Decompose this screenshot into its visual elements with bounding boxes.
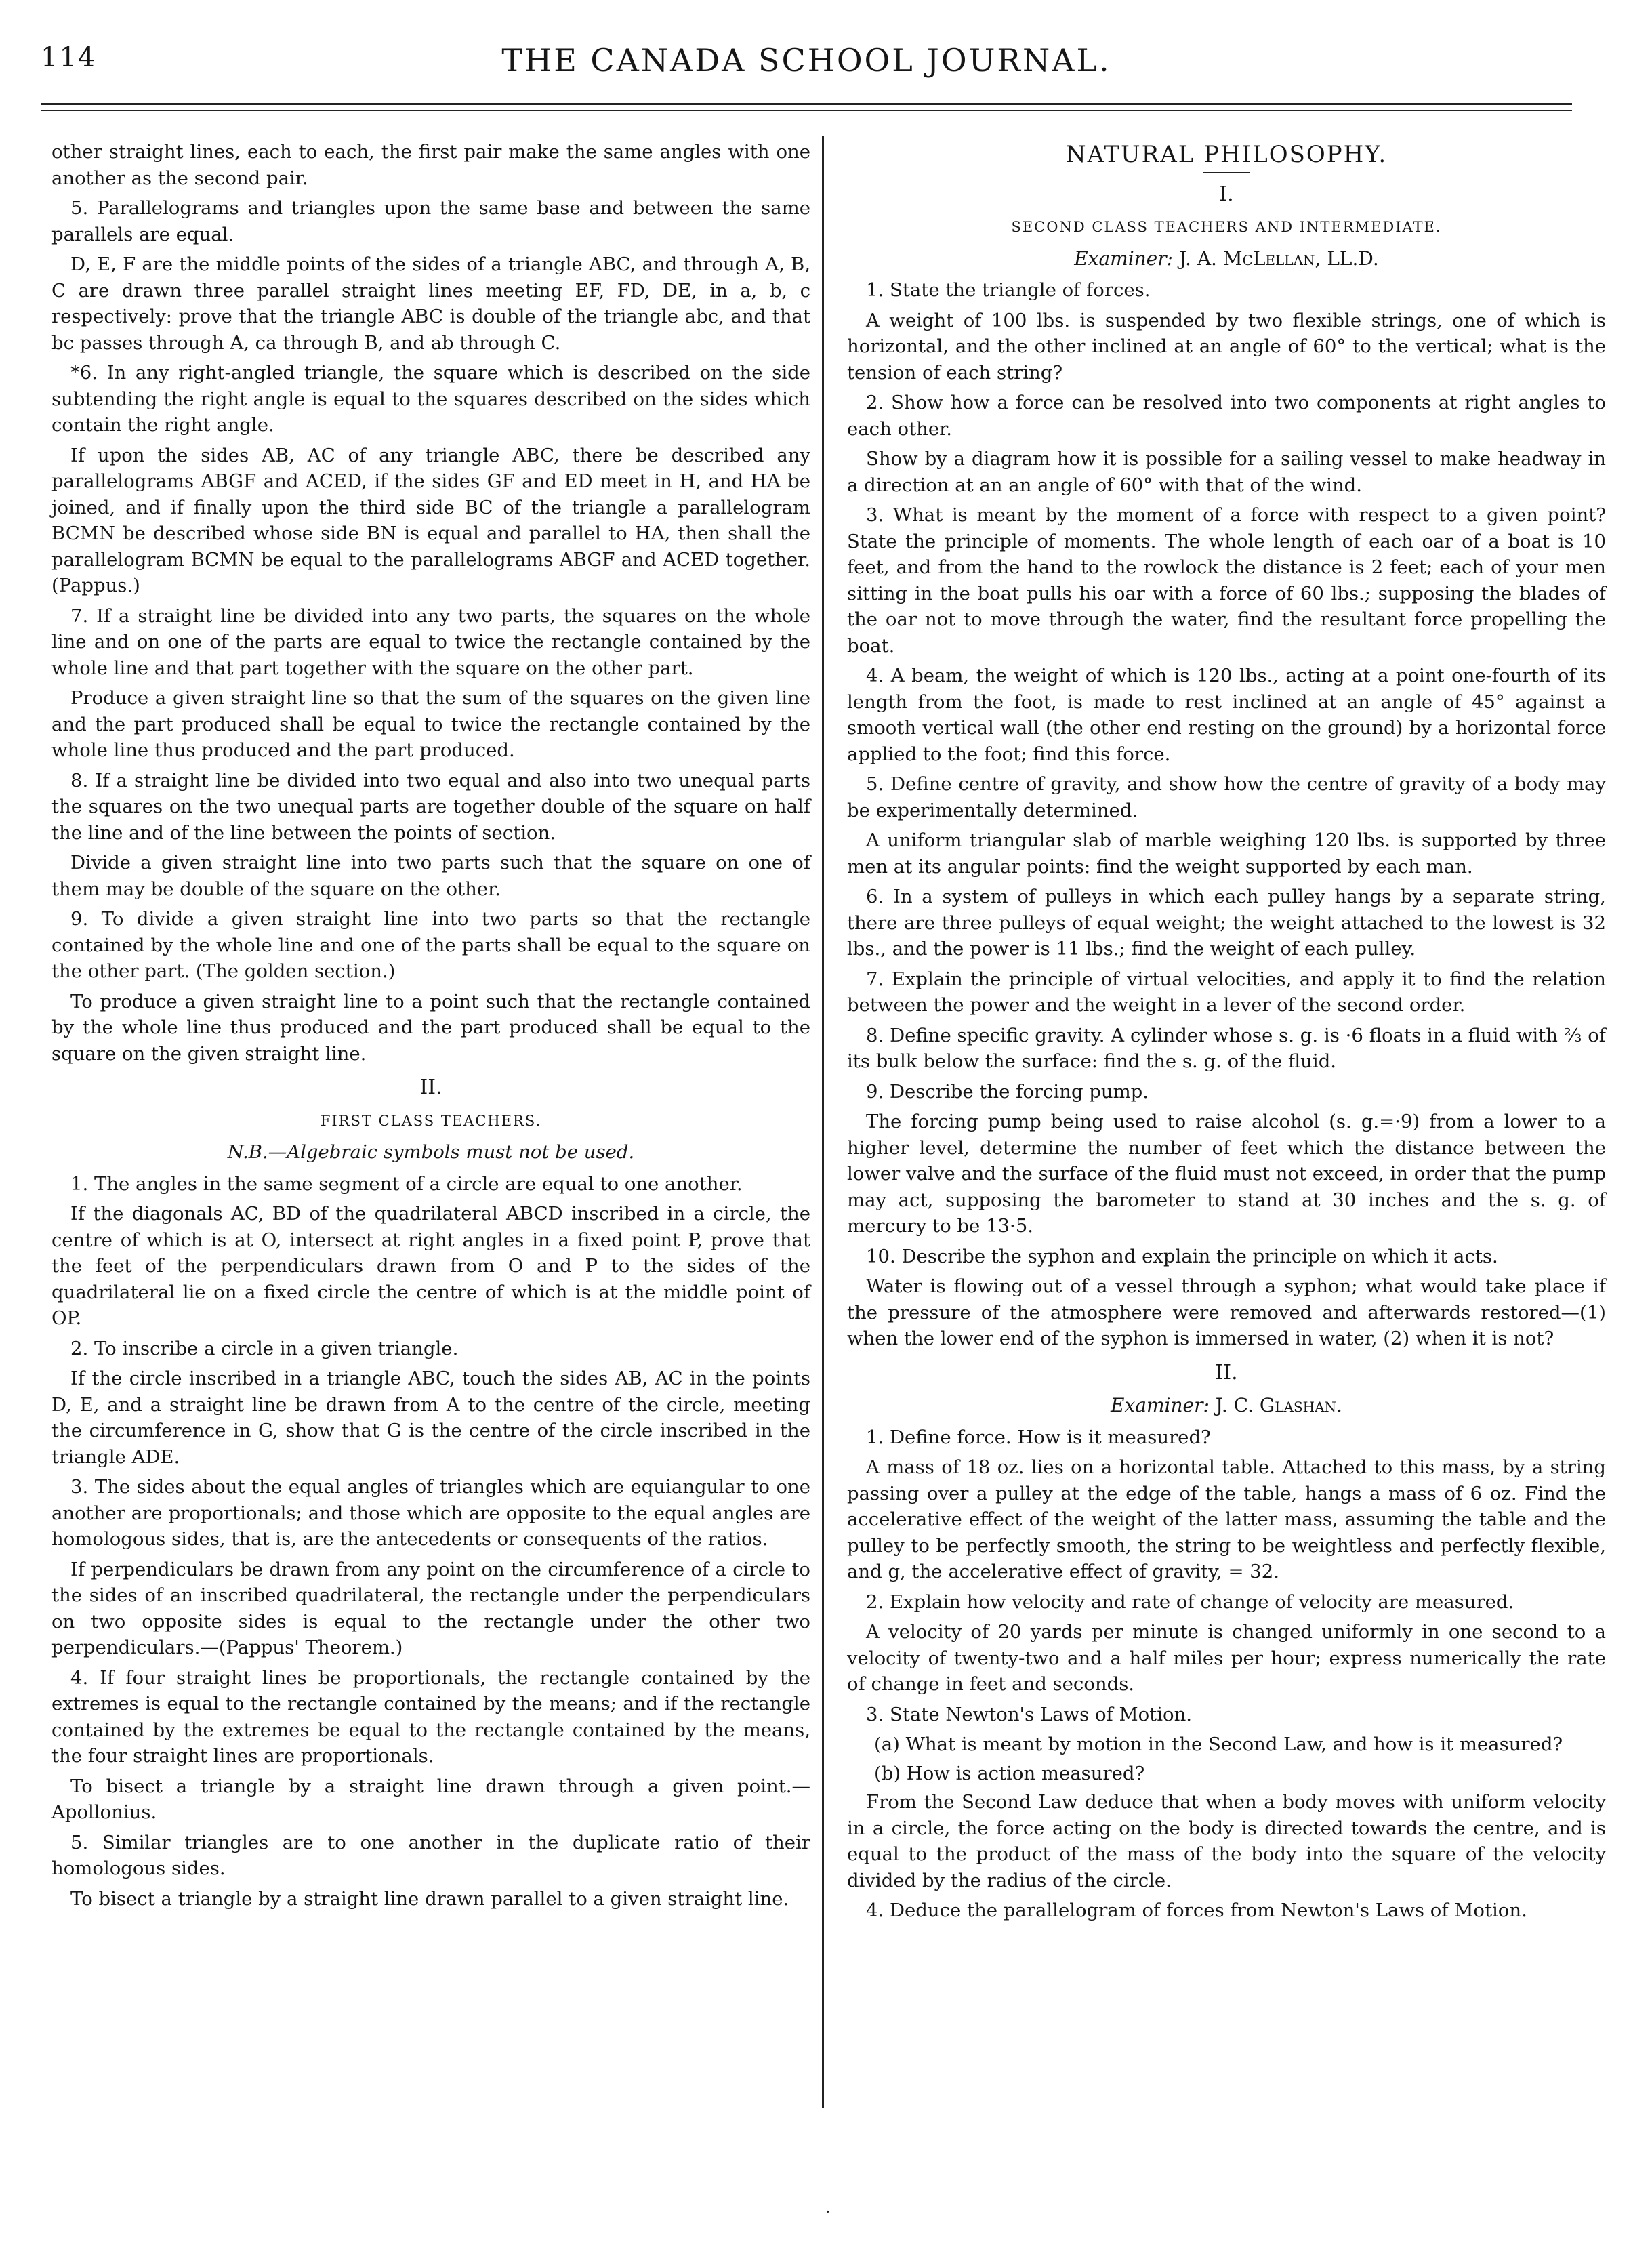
paragraph: If the circle inscribed in a triangle ABC, touch the sides AB, AC in the points D, E, and a straight line be drawn from A to the centre of the circle, meeting the circumference in G, show that G is the centre of the circle inscribed in the triangle ADE. <box>51 1368 810 1468</box>
right-column <box>847 139 1606 1928</box>
paragraph: 10. Describe the syphon and explain the principle on which it acts. <box>866 1245 1498 1267</box>
paragraph: 4. A beam, the weight of which is 120 lbs., acting at a point one-fourth of its length from the foot, is made to rest inclined at an angle of 45° against a smooth vertical wall (the other end resting on the ground) by a horizontal force applied to the foot; find this force. <box>847 665 1606 765</box>
sub-item: (a) What is meant by motion in the Second Law, and how is it measured? <box>874 1734 1563 1755</box>
paragraph: To bisect a triangle by a straight line drawn parallel to a given straight line. <box>70 1887 789 1910</box>
section-note: N.B.—Algebraic symbols must not be used. <box>227 1141 635 1163</box>
examiner-line <box>847 246 1606 272</box>
sub-item: (b) How is action measured? <box>874 1762 1145 1784</box>
left-column <box>51 139 810 1916</box>
section-numeral: II. <box>1215 1360 1238 1385</box>
header-rule <box>41 103 1572 105</box>
section-heading: SECOND CLASS TEACHERS AND INTERMEDIATE. <box>1011 219 1442 235</box>
paragraph: 9. To divide a given straight line into two parts so that the rectangle contained by the whole line and one of the parts shall be equal to the square on the other part. (The golden section.) <box>51 908 810 982</box>
paragraph: From the Second Law deduce that when a body moves with uniform velocity in a circle, the force acting on the body is directed towards the centre, and is equal to the product of the mass of the body into the square of the velocity divided by the radius of the circle. <box>847 1791 1606 1891</box>
paragraph: 2. To inscribe a circle in a given triangle. <box>70 1337 459 1359</box>
paragraph: Show by a diagram how it is possible for a sailing vessel to make headway in a direction at an an angle of 60° with that of the wind. <box>847 448 1606 496</box>
paragraph: 5. Similar triangles are to one another in the duplicate ratio of their homologous sides. <box>51 1831 810 1879</box>
section-heading: FIRST CLASS TEACHERS. <box>320 1112 542 1129</box>
journal-title: THE CANADA SCHOOL JOURNAL. <box>501 42 1111 79</box>
paragraph: 1. State the triangle of forces. <box>866 279 1151 301</box>
paragraph: 3. What is meant by the moment of a force with respect to a given point? State the principle of moments. The whole length of each oar of a boat is 10 feet, and from the hand to the rowlock the distance is 2 feet; each of your men sitting in the boat pulls his oar with a force of 60 lbs.; supposing the blades of the oar not to move through the water, find the resultant force propelling the boat. <box>847 504 1606 657</box>
paragraph: D, E, F are the middle points of the sides of a triangle ABC, and through A, B, C are drawn three parallel straight lines meeting EF, FD, DE, in a, b, c respectively: prove that the triangle ABC is double of the triangle abc, and that bc passes through A, ca through B, and ab through C. <box>51 253 810 354</box>
paragraph: Water is flowing out of a vessel through a syphon; what would take place if the pressure of the atmosphere were removed and afterwards restored—(1) when the lower end of the syphon is immersed in water, (2) when it is not? <box>847 1275 1606 1349</box>
paragraph: Divide a given straight line into two parts such that the square on one of them may be double of the square on the other. <box>51 852 810 900</box>
column-divider <box>822 136 824 2108</box>
examiner-name: J. A. McLellan, LL.D. <box>1178 247 1379 270</box>
paragraph: 1. Define force. How is it measured? <box>866 1426 1211 1448</box>
header-rule-thin <box>41 110 1572 111</box>
section-numeral: I. <box>1219 182 1234 206</box>
paragraph: 3. State Newton's Laws of Motion. <box>866 1703 1193 1725</box>
page-header <box>41 42 1572 89</box>
title-rule <box>1203 172 1250 173</box>
paragraph: 5. Parallelograms and triangles upon the same base and between the same parallels are equal. <box>51 197 810 245</box>
examiner-name: J. C. Glashan. <box>1215 1394 1342 1416</box>
section-title: NATURAL PHILOSOPHY. <box>1065 141 1388 168</box>
examiner-label: Examiner: <box>1111 1394 1210 1416</box>
paragraph: If perpendiculars be drawn from any point on the circumference of a circle to the sides of an inscribed quadrilateral, the rectangle under the perpendiculars on two opposite sides is equal to the rectangle under the other two perpendiculars.—(Pappus' Theorem.) <box>51 1558 810 1658</box>
paragraph: A mass of 18 oz. lies on a horizontal table. Attached to this mass, by a string passing over a pulley at the edge of the table, hangs a mass of 6 oz. Find the accelerative effect of the weight of the latter mass, assuming the table and the pulley to be perfectly smooth, the string to be weightless and perfectly flexible, and g, the accelerative effect of gravity, = 32. <box>847 1456 1606 1582</box>
paragraph: 6. In a system of pulleys in which each pulley hangs by a separate string, there are three pulleys of equal weight; the weight attached to the lowest is 32 lbs., and the power is 11 lbs.; find the weight of each pulley. <box>847 886 1606 960</box>
paragraph: 1. The angles in the same segment of a circle are equal to one another. <box>70 1172 743 1195</box>
page-number: 114 <box>41 42 97 73</box>
examiner-line <box>847 1393 1606 1419</box>
paragraph: 8. Define specific gravity. A cylinder whose s. g. is ·6 floats in a fluid with ⅔ of its bulk below the surface: find the s. g. of the fluid. <box>847 1024 1606 1072</box>
paragraph: 3. The sides about the equal angles of triangles which are equiangular to one another are proportionals; and those which are opposite to the equal angles are homologous sides, that is, are the antecedents or consequents of the ratios. <box>51 1476 810 1550</box>
page-mark: · <box>825 2202 831 2221</box>
paragraph: If the diagonals AC, BD of the quadrilateral ABCD inscribed in a circle, the centre of which is at O, intersect at right angles in a fixed point P, prove that the feet of the perpendiculars drawn from O and P to the sides of the quadrilateral lie on a fixed circle the centre of which is at the middle point of OP. <box>51 1203 810 1329</box>
paragraph: 2. Show how a force can be resolved into two components at right angles to each other. <box>847 392 1606 440</box>
paragraph: 8. If a straight line be divided into two equal and also into two unequal parts the squares on the two unequal parts are together double of the square on half the line and of the line between the points of section. <box>51 769 810 844</box>
paragraph: To bisect a triangle by a straight line drawn through a given point.—Apollonius. <box>51 1775 810 1823</box>
paragraph: Produce a given straight line so that the sum of the squares on the given line and the part produced shall be equal to twice the rectangle contained by the whole line thus produced and the part produced. <box>51 687 810 761</box>
paragraph: 5. Define centre of gravity, and show how the centre of gravity of a body may be experimentally determined. <box>847 773 1606 821</box>
paragraph: If upon the sides AB, AC of any triangle ABC, there be described any parallelograms ABGF and ACED, if the sides GF and ED meet in H, and HA be joined, and if finally upon the third side BC of the triangle a parallelogram BCMN be described whose side BN is equal and parallel to HA, then shall the parallelogram BCMN be equal to the parallelograms ABGF and ACED together. (Pappus.) <box>51 444 810 596</box>
paragraph: The forcing pump being used to raise alcohol (s. g.=·9) from a lower to a higher level, determine the number of feet which the distance between the lower valve and the surface of the fluid must not exceed, in order that the pump may act, supposing the barometer to stand at 30 inches and the s. g. of mercury to be 13·5. <box>847 1111 1606 1237</box>
paragraph: A velocity of 20 yards per minute is changed uniformly in one second to a velocity of twenty-two and a half miles per hour; express numerically the rate of change in feet and seconds. <box>847 1621 1606 1695</box>
paragraph: 7. Explain the principle of virtual velocities, and apply it to find the relation between the power and the weight in a lever of the second order. <box>847 968 1606 1016</box>
section-numeral: II. <box>419 1075 442 1099</box>
paragraph: 7. If a straight line be divided into any two parts, the squares on the whole line and on one of the parts are equal to twice the rectangle contained by the whole line and that part together with the square on the other part. <box>51 604 810 679</box>
paragraph: 2. Explain how velocity and rate of change of velocity are measured. <box>866 1591 1514 1613</box>
paragraph: *6. In any right-angled triangle, the square which is described on the side subtending the right angle is equal to the squares described on the sides which contain the right angle. <box>51 362 810 436</box>
paragraph: 9. Describe the forcing pump. <box>866 1080 1149 1103</box>
paragraph: 4. If four straight lines be proportionals, the rectangle contained by the extremes is equal to the rectangle contained by the means; and if the rectangle contained by the extremes be equal to the rectangle contained by the means, the four straight lines are proportionals. <box>51 1666 810 1767</box>
paragraph: To produce a given straight line to a point such that the rectangle contained by the whole line thus produced and the part produced shall be equal to the square on the given straight line. <box>51 990 810 1065</box>
examiner-label: Examiner: <box>1074 247 1174 270</box>
paragraph: A weight of 100 lbs. is suspended by two flexible strings, one of which is horizontal, and the other inclined at an angle of 60° to the vertical; what is the tension of each string? <box>847 309 1606 384</box>
paragraph: A uniform triangular slab of marble weighing 120 lbs. is supported by three men at its angular points: find the weight supported by each man. <box>847 829 1606 878</box>
paragraph: other straight lines, each to each, the first pair make the same angles with one another as the second pair. <box>51 141 810 189</box>
paragraph: 4. Deduce the parallelogram of forces from Newton's Laws of Motion. <box>866 1900 1527 1921</box>
